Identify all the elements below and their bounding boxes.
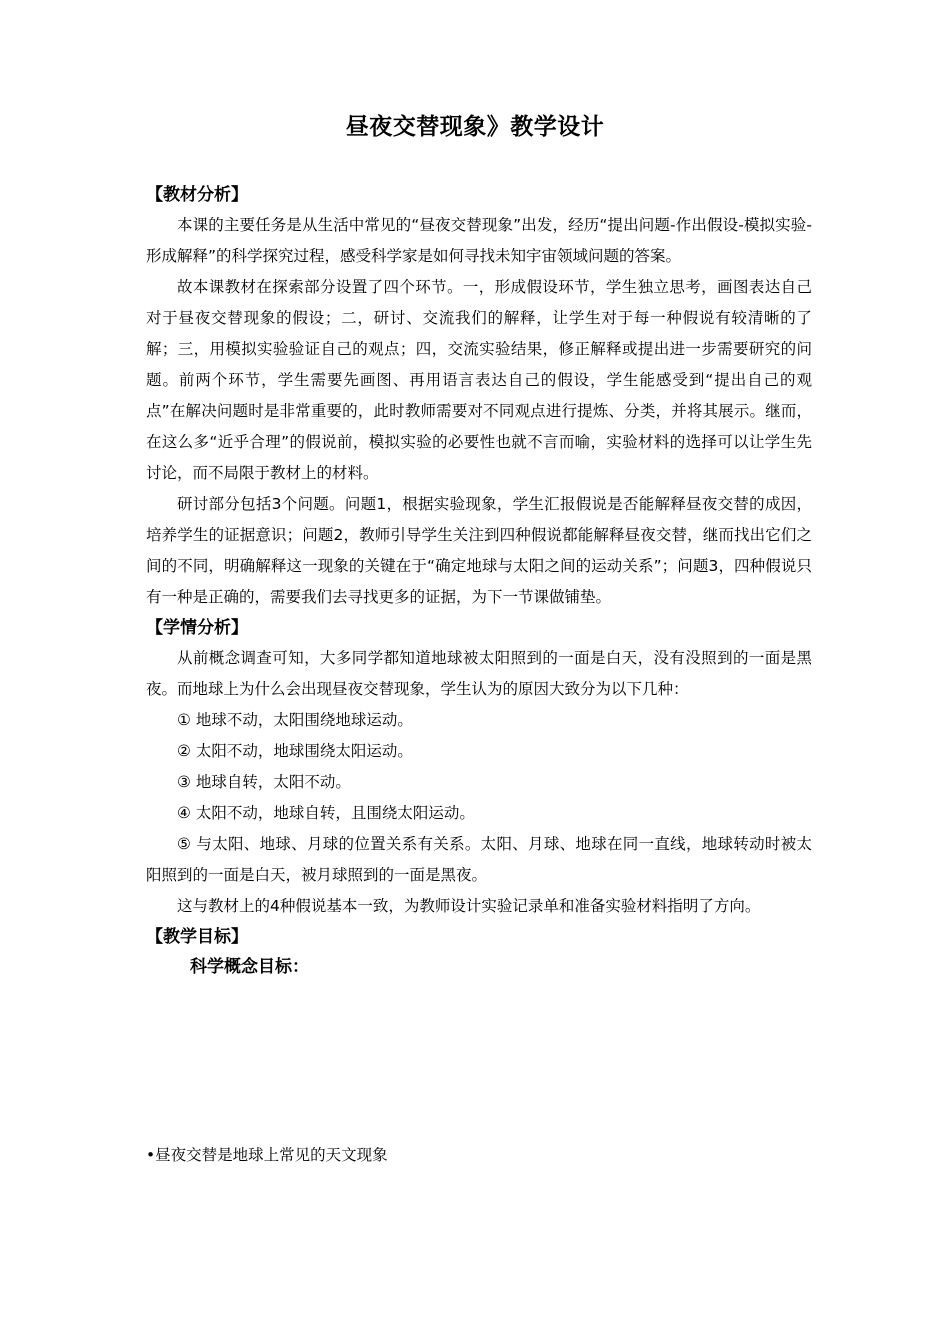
section-heading-teaching-goals: 【教学目标】	[146, 927, 248, 947]
list-item: ⑤ 与太阳、地球、月球的位置关系有关系。太阳、月球、地球在同一直线，地球转动时被太阳照到的一面是白天，被月球照到的一面是黑夜。	[146, 835, 812, 884]
paragraph: 本课的主要任务是从生活中常见的“昼夜交替现象”出发，经历“提出问题-作出假设-模拟实验-形成解释”的科学探究过程，感受科学家是如何寻找未知宇宙领域问题的答案。	[146, 216, 812, 265]
bullet-item: •昼夜交替是地球上常见的天文现象	[146, 1146, 388, 1164]
document-body	[146, 180, 812, 982]
subheading-science-concept-goal: 科学概念目标：	[190, 957, 309, 977]
section-heading-textbook-analysis: 【教材分析】	[146, 185, 248, 205]
list-item: ① 地球不动，太阳围绕地球运动。	[177, 711, 413, 729]
list-item: ④ 太阳不动，地球自转，且围绕太阳运动。	[177, 804, 475, 822]
paragraph: 从前概念调查可知，大多同学都知道地球被太阳照到的一面是白天，没有没照到的一面是黑夜。而地球上为什么会出现昼夜交替现象，学生认为的原因大致分为以下几种：	[146, 649, 812, 698]
paragraph: 故本课教材在探索部分设置了四个环节。一，形成假设环节，学生独立思考，画图表达自己对于昼夜交替现象的假设；二，研讨、交流我们的解释，让学生对于每一种假说有较清晰的了解；三，用模拟实验验证自己的观点；四，交流实验结果，修正解释或提出进一步需要研究的问题。前两个环节，学生需要先画图、再用语言表达自己的假设，学生能感受到“提出自己的观点”在解决问题时是非常重要的，此时教师需要对不同观点进行提炼、分类，并将其展示。继而，在这么多“近乎合理”的假说前，模拟实验的必要性也就不言而喻，实验材料的选择可以让学生先讨论，而不局限于教材上的材料。	[146, 278, 812, 482]
section-heading-student-analysis: 【学情分析】	[146, 618, 248, 638]
paragraph: 这与教材上的4种假说基本一致，为教师设计实验记录单和准备实验材料指明了方向。	[177, 897, 761, 915]
list-item: ② 太阳不动，地球围绕太阳运动。	[177, 742, 413, 760]
document-title: 昼夜交替现象》教学设计	[345, 114, 605, 140]
paragraph: 研讨部分包括3个问题。问题1，根据实验现象，学生汇报假说是否能解释昼夜交替的成因，培养学生的证据意识；问题2，教师引导学生关注到四种假说都能解释昼夜交替，继而找出它们之间的不同，明确解释这一现象的关键在于“确定地球与太阳之间的运动关系”；问题3，四种假说只有一种是正确的，需要我们去寻找更多的证据，为下一节课做铺垫。	[146, 495, 812, 606]
list-item: ③ 地球自转，太阳不动。	[177, 773, 351, 791]
